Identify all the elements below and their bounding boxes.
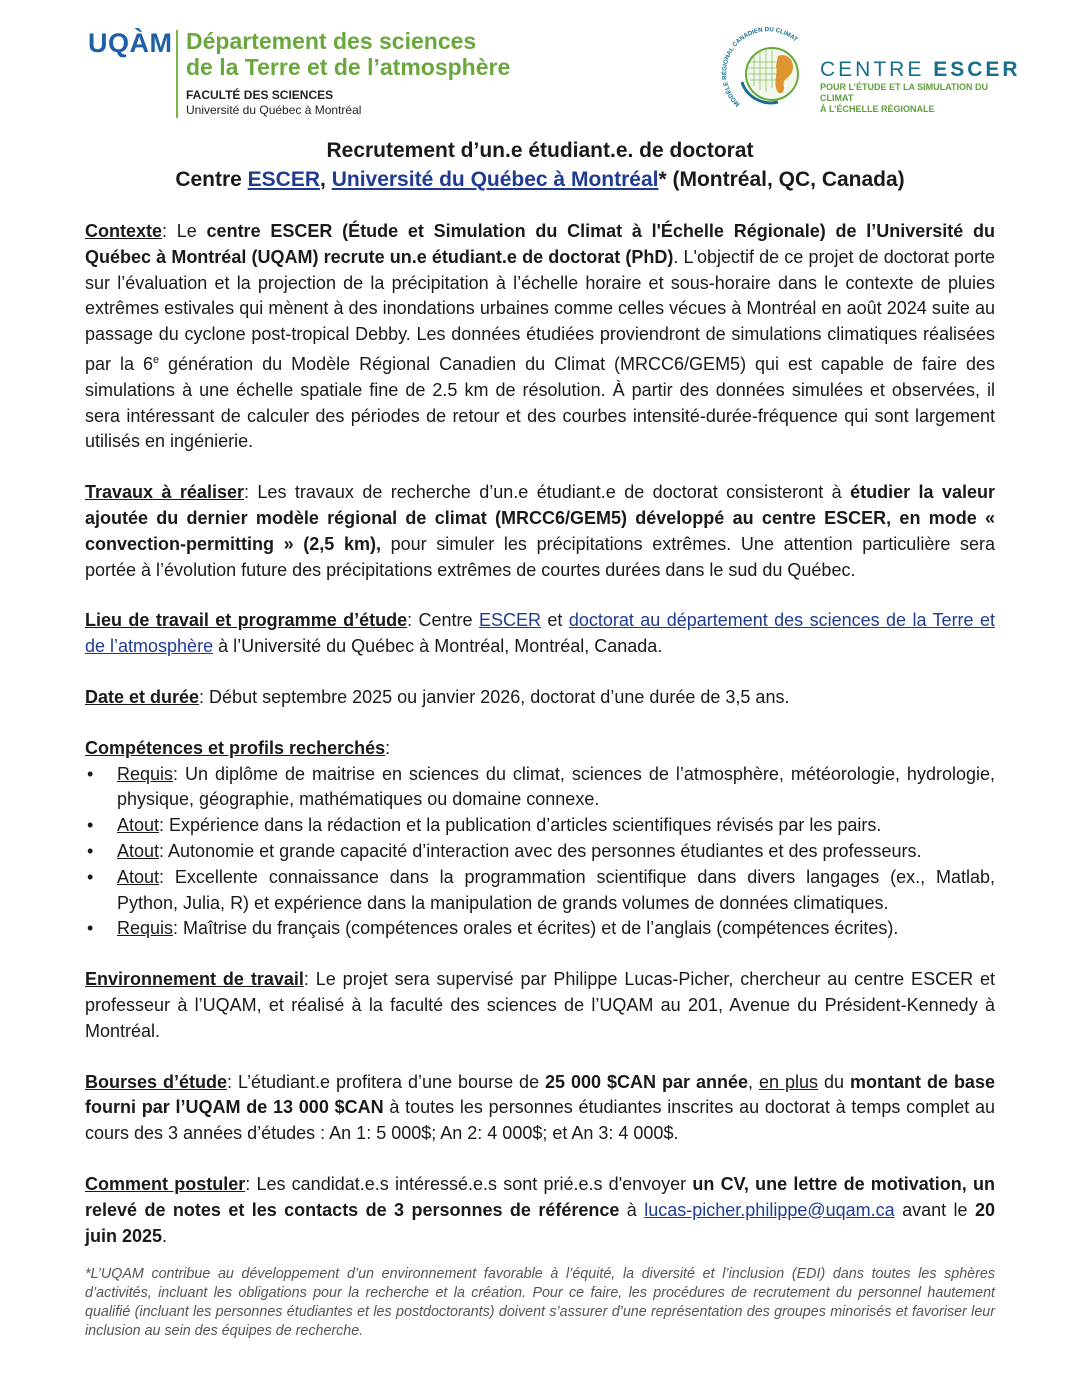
item-text: : Un diplôme de maitrise en sciences du climat, sciences de l’atmosphère, météorologie, hydrologie, physique, géographie, mathématiques ou domaine connexe. <box>117 763 995 810</box>
escer-subtitle-line-2: À L’ÉCHELLE RÉGIONALE <box>820 104 935 114</box>
text: avant le <box>894 1199 975 1220</box>
section-date <box>85 685 995 711</box>
list-item <box>117 762 995 814</box>
section-label: Comment postuler <box>85 1173 246 1194</box>
doctorat-program-link[interactable]: doctorat au département des sciences de la Terre et de l’atmosphère <box>85 610 995 657</box>
escer-subtitle <box>820 82 1010 115</box>
email-link[interactable]: lucas-picher.philippe@uqam.ca <box>644 1199 895 1220</box>
text: : Le projet sera supervisé par Philippe Lucas-Picher, chercheur au centre ESCER et professeur à l’UQAM, et réalisé à la faculté des sciences de l’UQAM au 201, Avenue du Président-Kennedy à Montréal. <box>85 969 995 1041</box>
text: . L'objectif de ce projet de doctorat porte sur l’évaluation et la projection de la précipitation à l’échelle horaire et sous-horaire dans le contexte de pluies extrêmes estivales qui mènent à des inondations urbaines comme celles vécues à Montréal en août 2024 suite au passage du cyclone post-tropical Debby. Les données étudiées proviendront de simulations climatiques réalisées par la 6 <box>85 246 995 374</box>
university-name: Université du Québec à Montréal <box>186 103 362 117</box>
section-label: Bourses d’étude <box>85 1071 227 1092</box>
edi-footnote: *L’UQAM contribue au développement d’un environnement favorable à l’équité, la diversité et l’inclusion (EDI) dans toutes les sphères d’activités, incluant les obligations pour la recherche et la création. Pour ce faire, les procédures de recrutement du personnel hautement qualifié (incluant les personnes étudiantes et les postdoctorants) doivent s’assurer d’une représentation des groupes minorisés et favoriser leur inclusion au sein des équipes de recherche. <box>85 1266 995 1339</box>
text: : Début septembre 2025 ou janvier 2026, doctorat d’une durée de 3,5 ans. <box>199 686 790 707</box>
escer-name-bold: ESCER <box>933 58 1021 81</box>
item-text: : Expérience dans la rédaction et la publication d’articles scientifiques révisés par les pairs. <box>159 815 882 836</box>
section-label: Date et durée <box>85 686 200 707</box>
uqam-link[interactable]: Université du Québec à Montréal <box>331 168 659 191</box>
competences-list <box>85 762 995 943</box>
item-text: : Maîtrise du français (compétences orales et écrites) et de l’anglais (compétences écrites). <box>173 918 899 939</box>
section-label: Travaux à réaliser <box>85 482 244 503</box>
section-lieu <box>85 608 995 660</box>
uqam-logo: UQÀM <box>88 28 173 58</box>
bold-text: étudier la valeur ajoutée du dernier modèle régional de climat (MRCC6/GEM5) développé au centre ESCER, en mode « convection-permitting » (2,5 km), <box>85 482 995 554</box>
text: : Les candidat.e.s intéressé.e.s sont prié.e.s d'envoyer <box>245 1173 693 1194</box>
page-title <box>0 137 1080 195</box>
text: à <box>619 1199 645 1220</box>
section-competences <box>85 736 995 762</box>
item-tag: Requis <box>117 918 174 939</box>
section-label: Contexte <box>85 221 163 241</box>
section-travaux <box>85 480 995 583</box>
title-separator: , <box>320 168 332 191</box>
underlined-text: en plus <box>759 1071 819 1092</box>
text: pour simuler les précipitations extrêmes. Une attention particulière sera portée à l’évolution future des précipitations extrêmes de courtes durées dans le sud du Québec. <box>85 533 995 580</box>
item-tag: Atout <box>117 840 160 861</box>
text: génération du Modèle Régional Canadien du Climat (MRCC6/GEM5) qui est capable de faire des simulations à une échelle spatiale fine de 2.5 km de résolution. À partir des données simulées et observées, il sera intéressant de calculer des périodes de retour et des courbes intensité-durée-fréquence qui sont largement utilisés en ingénierie. <box>85 353 995 452</box>
deadline: 20 juin 2025 <box>85 1199 995 1246</box>
text: : Centre <box>407 610 479 631</box>
escer-subtitle-line-1: POUR L’ÉTUDE ET LA SIMULATION DU CLIMAT <box>820 82 988 103</box>
item-tag: Atout <box>117 815 160 836</box>
section-label: Environnement de travail <box>85 969 304 990</box>
title-line-1: Recrutement d’un.e étudiant.e. de doctorat <box>326 139 754 162</box>
title-suffix: * (Montréal, QC, Canada) <box>658 168 905 191</box>
text: , <box>748 1071 760 1092</box>
letterhead <box>0 0 1080 130</box>
bold-text: 25 000 $CAN par année <box>545 1071 749 1092</box>
list-item <box>117 865 995 917</box>
escer-wordmark <box>820 58 1021 82</box>
text: : Le <box>162 221 207 241</box>
text: et <box>540 610 569 631</box>
section-label: Lieu de travail et programme d’étude <box>85 610 408 631</box>
item-tag: Atout <box>117 866 160 887</box>
item-text: : Excellente connaissance dans la programmation scientifique dans divers langages (ex., Matlab, Python, Julia, R) et expérience dans la manipulation de grands volumes de données climatiques. <box>117 866 995 913</box>
section-bourses <box>85 1070 995 1147</box>
department-line-1: Département des sciences <box>186 28 477 54</box>
escer-link[interactable]: ESCER <box>478 610 541 631</box>
text: : Les travaux de recherche d’un.e étudiant.e de doctorat consisteront à <box>243 482 851 503</box>
text: à toutes les personnes étudiantes inscrites au doctorat à temps complet au cours des 3 années d’études : An 1: 5 000$; An 2: 4 000$; et An 3: 4 000$. <box>85 1097 995 1144</box>
text: : <box>385 737 391 758</box>
list-item <box>117 813 995 839</box>
text: du <box>818 1071 850 1092</box>
department-title <box>186 28 510 80</box>
section-label: Compétences et profils recherchés <box>85 737 386 758</box>
faculty-name: FACULTÉ DES SCIENCES <box>186 88 334 102</box>
bold-text: montant de base fourni par l’UQAM de 13 000 $CAN <box>85 1071 995 1118</box>
header-divider <box>176 30 178 118</box>
faculty-block <box>186 88 361 118</box>
item-text: : Autonomie et grande capacité d’interaction avec des personnes étudiantes et des professeurs. <box>159 840 922 861</box>
item-tag: Requis <box>117 763 174 784</box>
escer-name-prefix: CENTRE <box>820 58 925 81</box>
text: : L’étudiant.e profitera d’une bourse de <box>227 1071 546 1092</box>
bold-text: un CV, une lettre de motivation, un relevé de notes et les contacts de 3 personnes de référence <box>85 1173 995 1220</box>
section-postuler <box>85 1172 995 1249</box>
bold-text: centre ESCER (Étude et Simulation du Climat à l'Échelle Régionale) de l’Université du Québec à Montréal (UQAM) recrute un.e étudiant.e de doctorat (PhD) <box>85 221 995 267</box>
title-prefix: Centre <box>175 168 248 191</box>
superscript: e <box>152 353 160 366</box>
title-line-2 <box>0 165 1080 195</box>
section-contexte <box>85 219 995 455</box>
escer-globe-icon <box>718 22 818 122</box>
escer-ring-text: MODÈLE RÉGIONAL CANADIEN DU CLIMAT <box>721 26 799 108</box>
posting-body <box>85 219 995 1274</box>
escer-link[interactable]: ESCER <box>247 168 321 191</box>
list-item <box>117 916 995 942</box>
text: . <box>162 1225 168 1246</box>
list-item <box>117 839 995 865</box>
text: à l’Université du Québec à Montréal, Montréal, Canada. <box>213 636 663 657</box>
department-line-2: de la Terre et de l’atmosphère <box>186 54 511 80</box>
section-environnement <box>85 967 995 1044</box>
